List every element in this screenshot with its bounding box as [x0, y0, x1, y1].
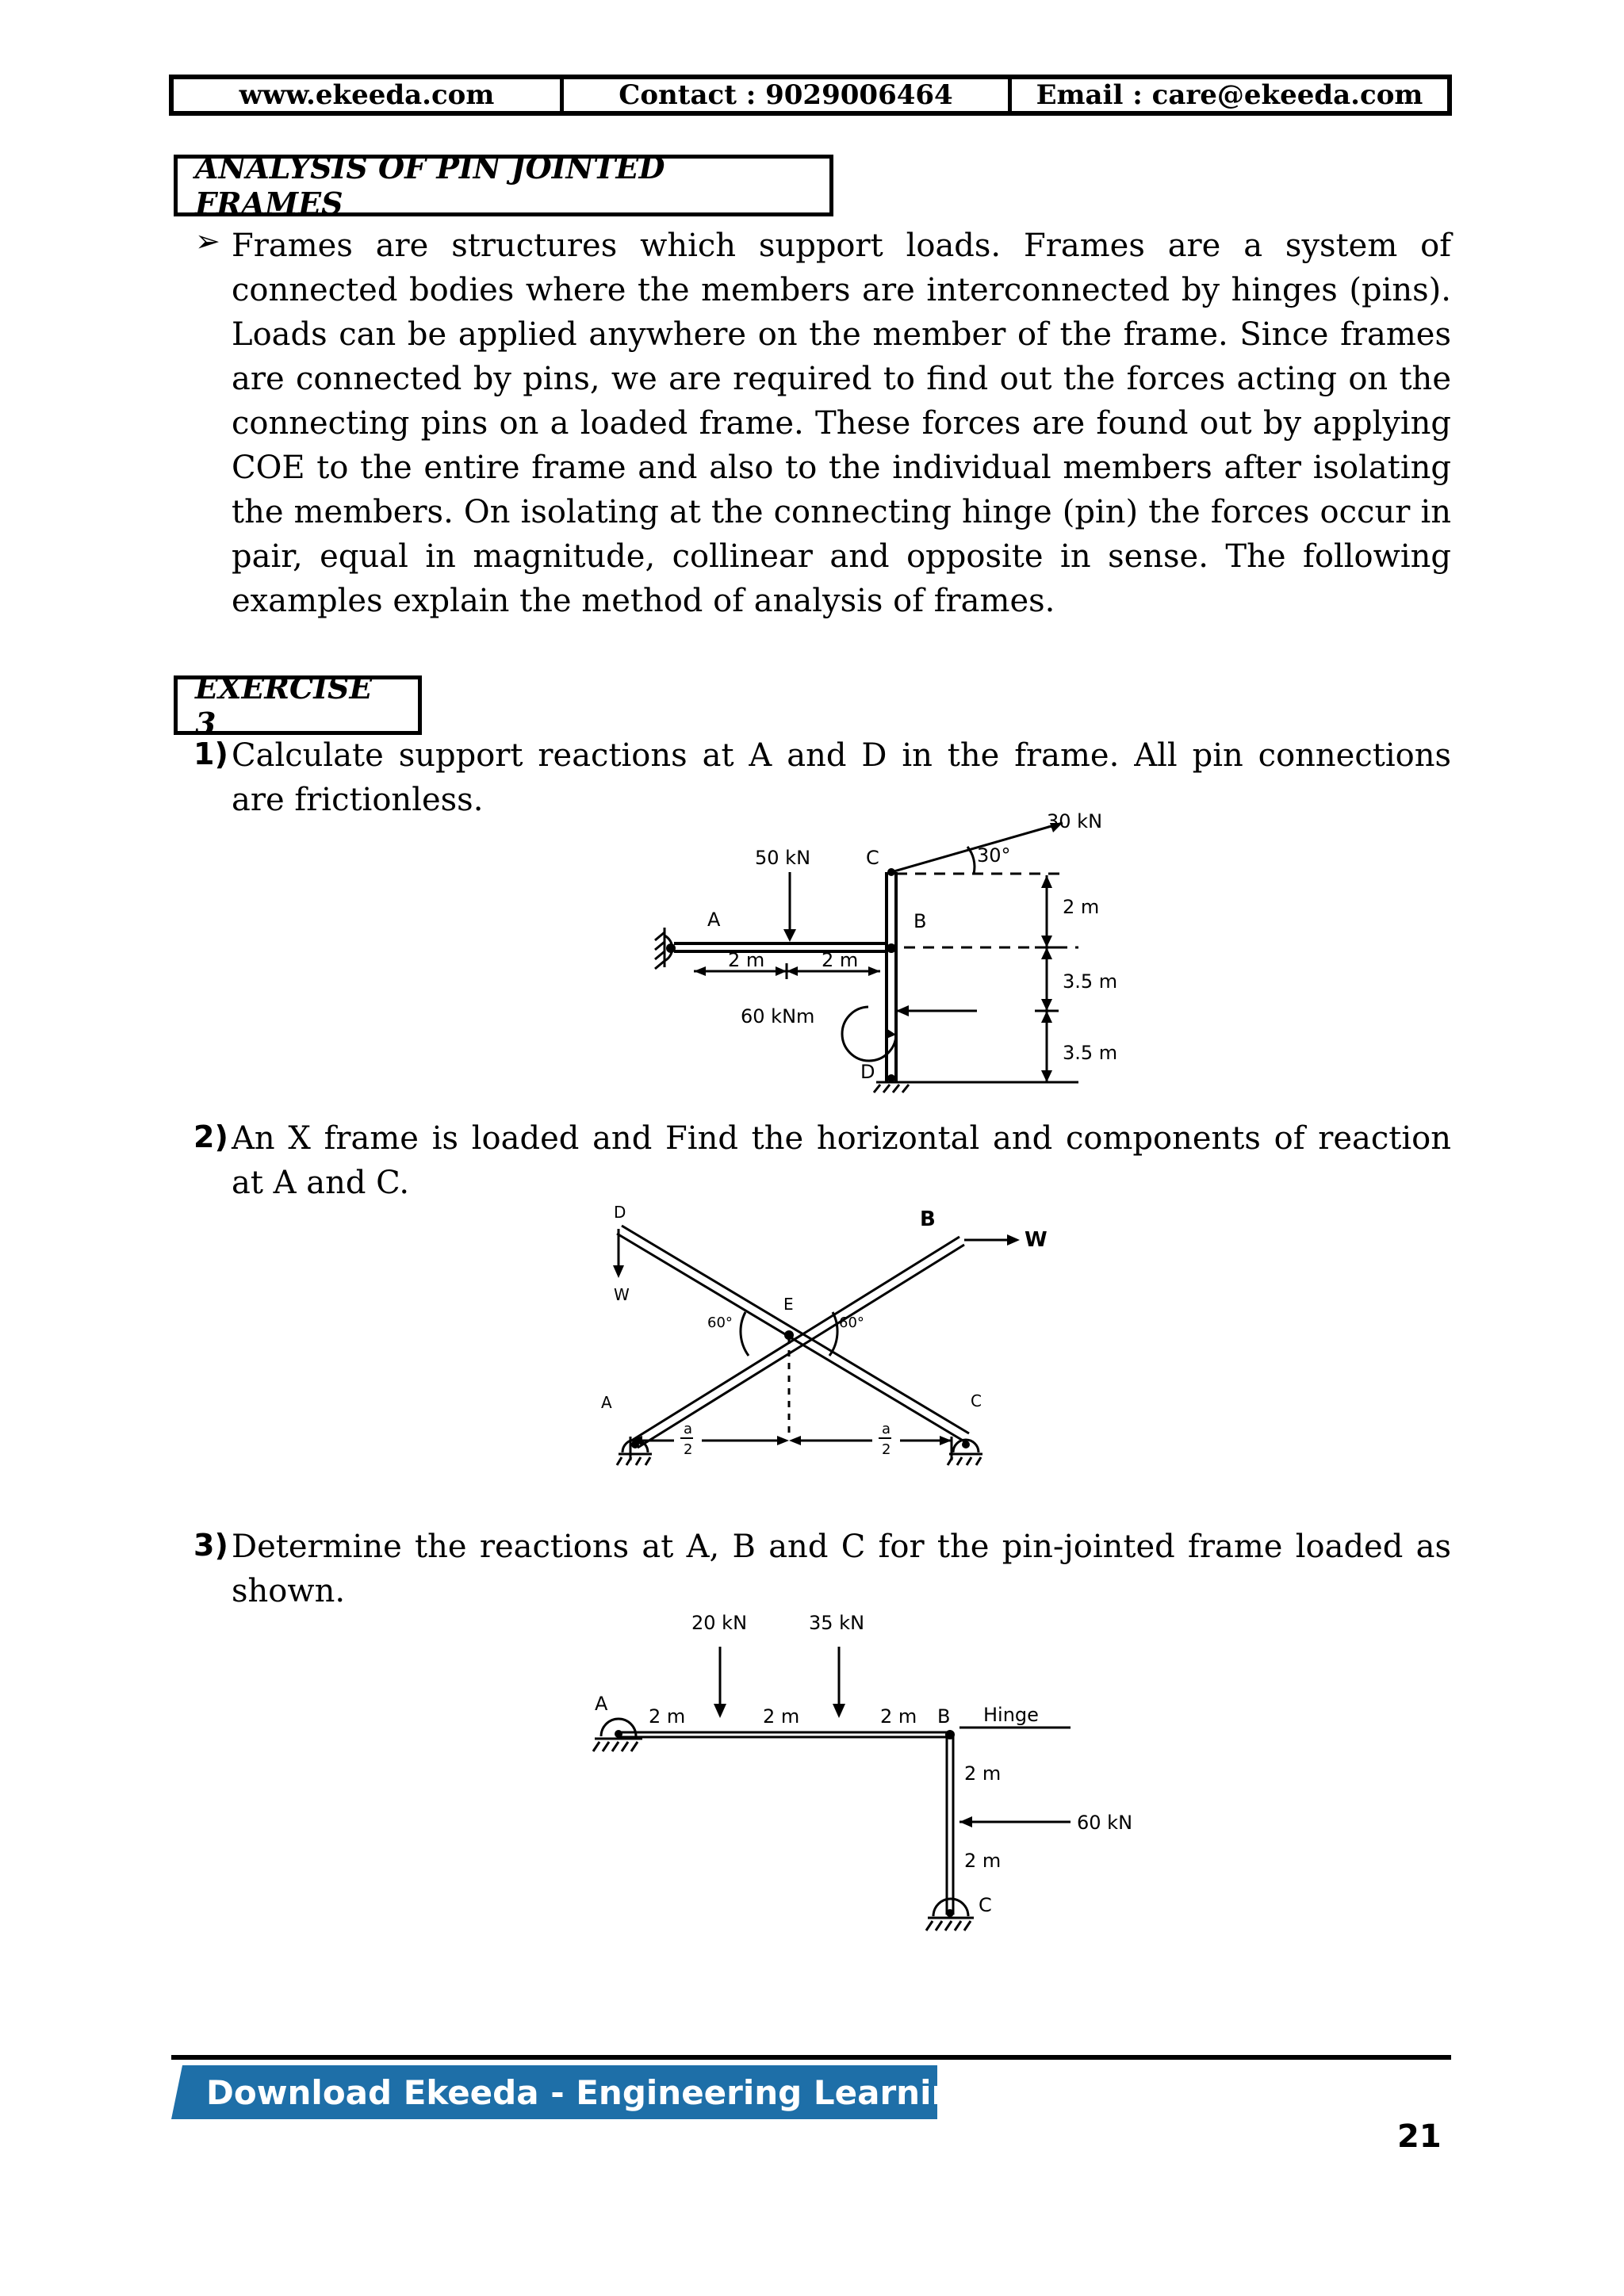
q1-dim-2m: 2 m	[1063, 896, 1100, 918]
page-number: 21	[1397, 2118, 1442, 2155]
exercise-title: EXERCISE 3	[174, 675, 422, 735]
footer-divider	[171, 2055, 1451, 2060]
q1-dim-35-2: 3.5 m	[1063, 1042, 1118, 1064]
header-contact: Contact : 9029006464	[560, 79, 1008, 111]
q1-force-label: 30 kN	[1047, 810, 1103, 832]
q1-a-label: A	[707, 909, 721, 931]
q1-load-label: 50 kN	[755, 847, 811, 869]
figure-x-frame	[587, 1199, 1078, 1468]
q1-b-label: B	[914, 910, 927, 932]
figure-frame-3	[563, 1605, 1166, 1938]
q2-angle-right: 60°	[839, 1314, 864, 1331]
q2-half-num-left: a	[684, 1421, 693, 1437]
q1-c-label: C	[866, 847, 879, 869]
q2-half-num-right: a	[882, 1421, 891, 1437]
q2-a-label: A	[601, 1393, 612, 1412]
intro-paragraph: Frames are structures which support loads. Frames are a system of connected bodies where the members are interconnected by hinges (pins). Loads can be applied anywhere on the member of the frame. Since frames are connected by pins, we are required to find out the forces acting on the connecting pins on a loaded frame. These forces are found out by applying COE to the entire frame and also to the individual members after isolating the members. On isolating at the connecting hinge (pin) the forces occur in pair, equal in magnitude, collinear and opposite in sense. The following examples explain the method of analysis of frames.	[232, 228, 1451, 619]
footer-banner-text: Download Ekeeda - Engineering Learning App	[206, 2072, 1064, 2112]
q3-v2: 2 m	[964, 1850, 1002, 1872]
q2-angle-left: 60°	[707, 1314, 733, 1331]
q1-moment-label: 60 kNm	[741, 1005, 815, 1027]
question-number: 1)	[193, 737, 228, 771]
header-email: Email : care@ekeeda.com	[1008, 79, 1447, 111]
q3-a-label: A	[595, 1693, 608, 1715]
question-text: An X frame is loaded and Find the horizontal and components of reaction at A and C.	[232, 1120, 1451, 1201]
q2-c-label: C	[971, 1391, 982, 1410]
q1-dim-35-1: 3.5 m	[1063, 970, 1118, 993]
question-text: Determine the reactions at A, B and C for the pin-jointed frame loaded as shown.	[232, 1529, 1451, 1609]
q3-side-load: 60 kN	[1077, 1812, 1133, 1834]
q3-load2-label: 35 kN	[809, 1612, 865, 1634]
q1-dim-2m-h2: 2 m	[822, 949, 859, 971]
question-text: Calculate support reactions at A and D in the frame. All pin connections are frictionless.	[232, 737, 1451, 818]
q2-half-den-left: 2	[684, 1441, 693, 1458]
q3-load1-label: 20 kN	[691, 1612, 748, 1634]
q2-b-label: B	[920, 1207, 936, 1231]
q3-hinge-label: Hinge	[983, 1704, 1039, 1726]
page-header	[169, 75, 1452, 116]
bullet-icon: ➢	[195, 224, 220, 258]
q1-angle-label: 30°	[977, 844, 1011, 867]
q3-d1: 2 m	[649, 1705, 686, 1728]
q3-b-label: B	[937, 1705, 951, 1728]
question-number: 2)	[193, 1119, 228, 1154]
q3-c-label: C	[979, 1894, 992, 1916]
q2-e-label: E	[783, 1295, 794, 1314]
q1-d-label: D	[860, 1061, 875, 1083]
figure-frame-1	[634, 809, 1174, 1102]
q1-dim-2m-h1: 2 m	[728, 949, 765, 971]
q2-w-right: W	[1025, 1228, 1048, 1252]
q2-half-den-right: 2	[882, 1441, 891, 1458]
question-number: 3)	[193, 1528, 228, 1563]
q2-d-label: D	[614, 1203, 626, 1222]
header-website: www.ekeeda.com	[239, 79, 495, 111]
q3-v1: 2 m	[964, 1762, 1002, 1785]
q3-d3: 2 m	[880, 1705, 917, 1728]
q3-d2: 2 m	[763, 1705, 800, 1728]
q2-w-down: W	[614, 1285, 630, 1304]
section-title: ANALYSIS OF PIN JOINTED FRAMES	[174, 155, 833, 216]
